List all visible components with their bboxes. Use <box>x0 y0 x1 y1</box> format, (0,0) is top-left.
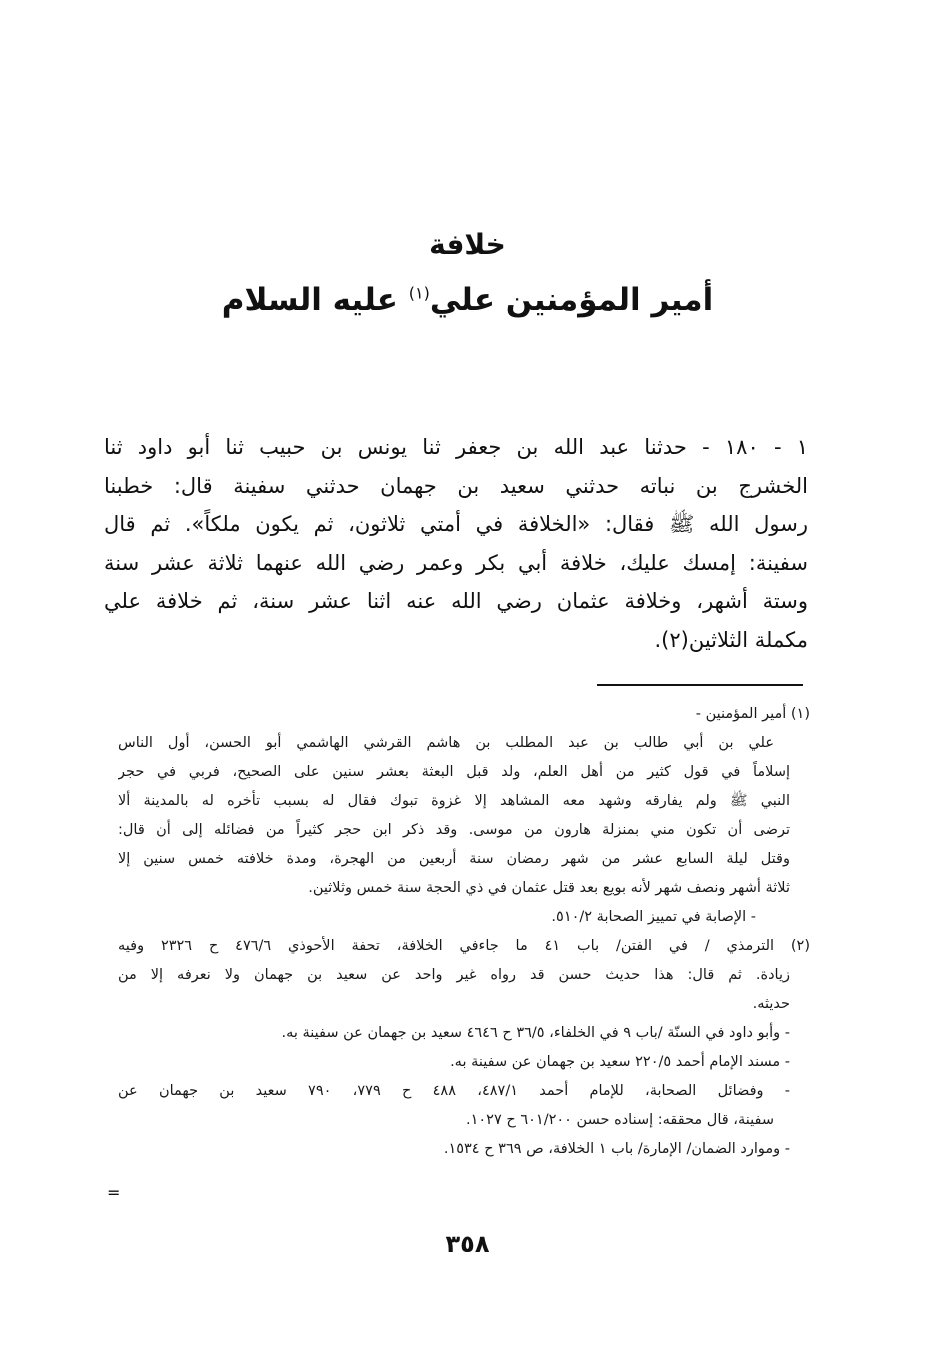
footnote-line: حديثه. <box>752 996 790 1012</box>
footnote-ref: - وموارد الضمان/ الإمارة/ باب ١ الخلافة، ص ٣٦٩ ح ١٥٣٤. <box>443 1141 790 1157</box>
page-number: ٣٥٨ <box>445 1230 490 1258</box>
footnote-line: إسلاماً في قول كثير من أهل العلم، ولد قبل البعثة بعشر سنين على الصحيح، فربي في حجر <box>118 764 790 780</box>
text-line: الخشرج بن نباته حدثني سعيد بن جهمان حدثني سفينة قال: خطبنا <box>104 473 808 498</box>
footnote-ref: سفينة، قال محققه: إسناده حسن ٦٠١/٢٠٠ ح ١٠٢٧. <box>465 1112 774 1128</box>
footnote-separator <box>597 684 803 686</box>
subtitle-main: أمير المؤمنين علي <box>429 282 714 318</box>
text-line: وستة أشهر، وخلافة عثمان رضي الله عنه اثنا عشر سنة، ثم خلافة علي <box>104 589 808 613</box>
text-line: مكملة الثلاثين(٢). <box>654 627 808 652</box>
footnote-source: - الإصابة في تمييز الصحابة ٥١٠/٢. <box>551 909 756 925</box>
footnote-line: علي بن أبي طالب بن عبد المطلب بن هاشم القرشي الهاشمي أبو الحسن، أول الناس <box>118 735 774 751</box>
footnotes <box>118 700 810 1164</box>
footnote-line: النبي ﷺ ولم يفارقه وشهد معه المشاهد إلا غزوة تبوك فقال له بسبب تأخره له بالمدينة ألا <box>118 793 790 809</box>
footnote-ref: - وأبو داود في السنّة /باب ٩ في الخلفاء، ٣٦/٥ ح ٤٦٤٦ سعيد بن جهمان عن سفينة به. <box>281 1025 790 1041</box>
footnote-ref: - مسند الإمام أحمد ٢٢٠/٥ سعيد بن جهمان عن سفينة به. <box>450 1054 790 1070</box>
text-line: سفينة: إمسك عليك، خلافة أبي بكر وعمر رضي الله عنهما ثلاثة عشر سنة <box>104 550 808 575</box>
hadith-text <box>104 428 808 659</box>
footnote-ref-1: (١) <box>408 283 430 303</box>
footnote-line: وقتل ليلة السابع عشر من شهر رمضان سنة أربعين من الهجرة، ومدة خلافته خمس سنين إلا <box>118 851 790 867</box>
footnote-line: ثلاثة أشهر ونصف شهر لأنه بويع بعد قتل عثمان في ذي الحجة سنة خمس وثلاثين. <box>308 880 790 896</box>
chapter-title: خلافة <box>429 228 506 261</box>
text-line: رسول الله ﷺ فقال: «الخلافة في أمتي ثلاثون، ثم يكون ملكاً». ثم قال <box>104 512 808 536</box>
continuation-mark: = <box>107 1183 121 1202</box>
footnote-line: ترضى أن تكون مني بمنزلة هارون من موسى. وقد ذكر ابن حجر كثيراً من فضائله إلى أن قال: <box>118 822 790 838</box>
text-line: ١ - ١٨٠ - حدثنا عبد الله بن جعفر ثنا يونس بن حبيب ثنا أبو داود ثنا <box>104 435 808 459</box>
footnote-line: زيادة. ثم قال: هذا حديث حسن قد رواه غير واحد عن سعيد بن جهمان ولا نعرفه إلا من <box>118 967 790 983</box>
footnote-2-line: (٢) الترمذي / في الفتن/ باب ٤١ ما جاءفي الخلافة، تحفة الأحوذي ٤٧٦/٦ ح ٢٣٢٦ وفيه <box>118 938 810 954</box>
chapter-subtitle <box>0 282 935 318</box>
footnote-1-title: (١) أمير المؤمنين - <box>695 706 810 722</box>
footnote-ref: - وفضائل الصحابة، للإمام أحمد ٤٨٧/١، ٤٨٨ ح ٧٧٩، ٧٩٠ سعيد بن جهمان عن <box>118 1083 791 1099</box>
subtitle-tail: عليه السلام <box>221 282 409 318</box>
